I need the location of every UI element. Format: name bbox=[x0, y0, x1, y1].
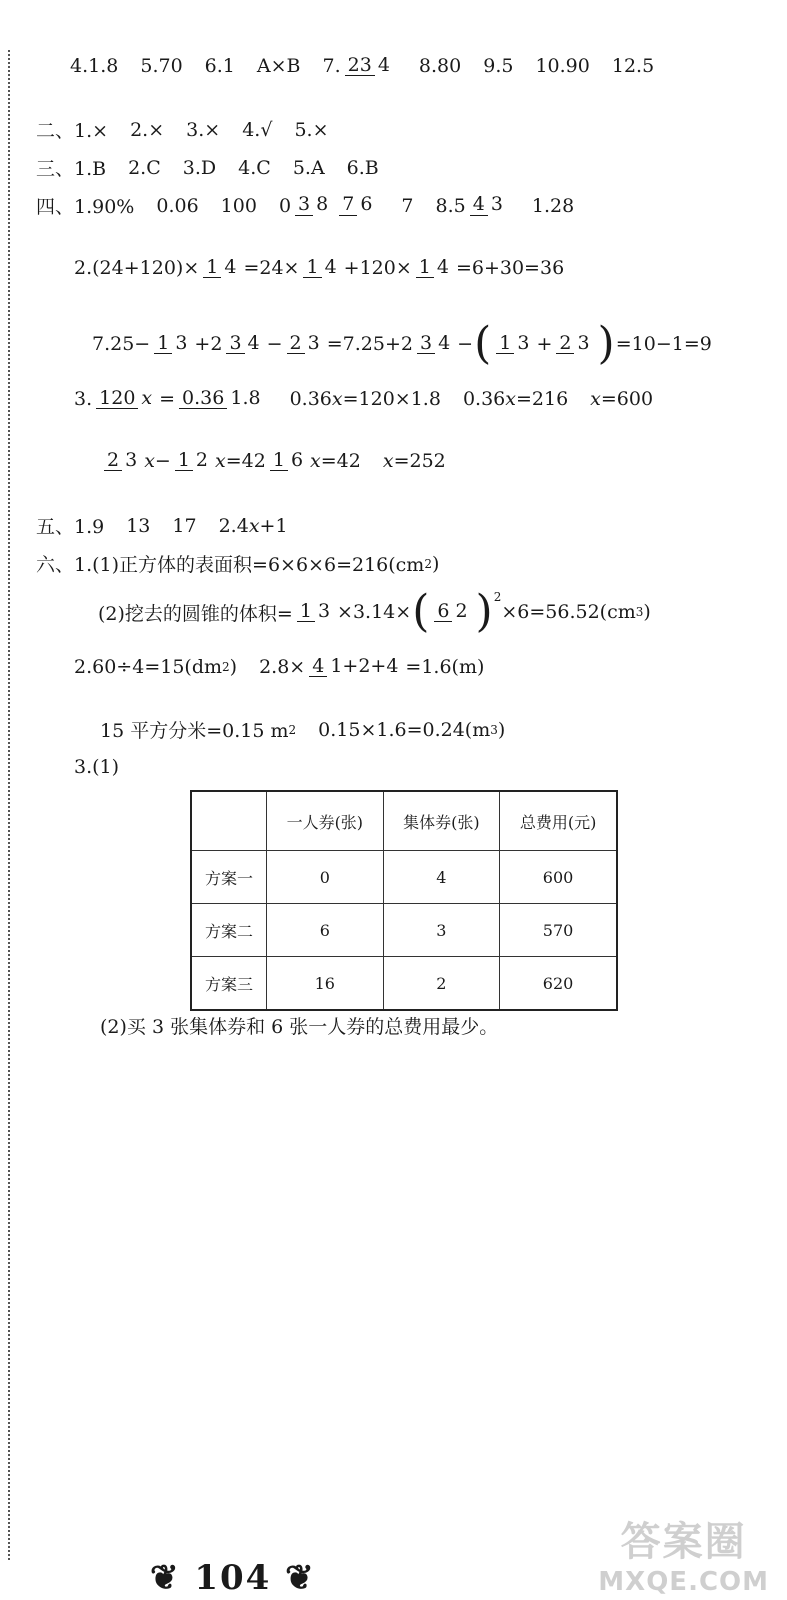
denominator: 1+2+4 bbox=[330, 654, 399, 677]
fraction bbox=[434, 599, 470, 623]
numerator: 7 bbox=[339, 195, 357, 216]
answer-text: 3.× bbox=[186, 118, 221, 141]
fraction bbox=[416, 255, 452, 279]
expr-text: 2.8× bbox=[259, 656, 306, 678]
variable-x: x bbox=[215, 450, 226, 472]
numerator: 3 bbox=[417, 334, 435, 355]
numerator: 1 bbox=[297, 602, 315, 623]
fraction bbox=[226, 331, 262, 355]
answer-line-14 bbox=[74, 756, 119, 778]
answer-text: 6.1 bbox=[204, 55, 235, 77]
numerator: 3 bbox=[295, 195, 313, 216]
numerator: 2 bbox=[287, 334, 305, 355]
expr-text: =42 bbox=[320, 450, 361, 472]
table-header-cell bbox=[191, 791, 267, 851]
table-cell: 16 bbox=[267, 957, 384, 1011]
answer-line-10 bbox=[36, 550, 439, 577]
superscript: 3 bbox=[490, 722, 498, 737]
fraction bbox=[179, 386, 264, 410]
right-paren: ) bbox=[475, 586, 493, 637]
denominator: 3 bbox=[517, 331, 530, 354]
fraction bbox=[203, 255, 239, 279]
answer-line-13 bbox=[100, 716, 505, 743]
numerator: 1 bbox=[175, 451, 193, 472]
answer-text: 7. bbox=[322, 55, 341, 77]
answer-line-2 bbox=[36, 116, 329, 143]
table-row bbox=[191, 851, 617, 904]
answer-line-9 bbox=[36, 512, 288, 539]
expr-text: =10−1=9 bbox=[615, 333, 712, 355]
answer-text: (2)买 3 张集体券和 6 张一人券的总费用最少。 bbox=[100, 1016, 499, 1038]
answer-line-12 bbox=[74, 656, 484, 678]
table-header-cell: 集体券(张) bbox=[383, 791, 500, 851]
expr-text: 7.25− bbox=[92, 333, 151, 355]
expr-text: =6+30=36 bbox=[455, 257, 565, 279]
fraction bbox=[556, 331, 592, 355]
numerator: 23 bbox=[345, 56, 375, 77]
answer-text: 4.√ bbox=[242, 118, 273, 141]
numerator: 1 bbox=[154, 334, 172, 355]
answer-text: 100 bbox=[220, 194, 257, 217]
answer-text: 5.70 bbox=[140, 55, 183, 77]
denominator: 8 bbox=[316, 193, 329, 216]
expr-text: =216 bbox=[515, 388, 569, 410]
variable-x: x bbox=[144, 450, 155, 472]
answer-line-1 bbox=[70, 55, 654, 77]
superscript: 2 bbox=[424, 556, 432, 571]
denominator: x bbox=[141, 386, 153, 409]
denominator: 3 bbox=[307, 331, 320, 354]
variable-x: x bbox=[590, 388, 601, 410]
numerator: 120 bbox=[96, 389, 138, 410]
answer-text: 二、1.× bbox=[36, 120, 109, 142]
table-header-cell: 一人券(张) bbox=[267, 791, 384, 851]
answer-line-15 bbox=[100, 1012, 498, 1039]
table-cell: 0 bbox=[267, 851, 384, 904]
fraction bbox=[270, 448, 306, 472]
numerator: 0.36 bbox=[179, 389, 227, 410]
answer-text: 6.B bbox=[346, 156, 379, 179]
expr-text: − bbox=[154, 450, 171, 472]
denominator: 4 bbox=[224, 255, 237, 278]
expr-text: 2.(24+120)× bbox=[74, 257, 200, 279]
expr-text: ×3.14× bbox=[337, 601, 412, 623]
answer-text: 5.A bbox=[292, 156, 325, 179]
expr-text: =120×1.8 bbox=[342, 388, 441, 410]
answer-text: 8.80 bbox=[418, 55, 462, 77]
fraction bbox=[417, 331, 453, 355]
denominator: 3 bbox=[577, 331, 590, 354]
watermark-logo bbox=[598, 1510, 769, 1597]
fraction bbox=[295, 195, 331, 216]
denominator: 6 bbox=[360, 193, 373, 216]
expr-text: − bbox=[457, 333, 474, 355]
expr-text: 0.36 bbox=[289, 388, 332, 410]
denominator: 4 bbox=[436, 255, 449, 278]
expr-text: − bbox=[266, 333, 283, 355]
table-header-row bbox=[191, 791, 617, 851]
fraction bbox=[339, 195, 375, 216]
answer-text: 8.5 bbox=[435, 194, 466, 217]
fraction bbox=[303, 255, 339, 279]
expr-text: =24× bbox=[243, 257, 300, 279]
expr-text: 2.60÷4=15(dm bbox=[74, 656, 223, 678]
expr-text: 六、1.(1)正方体的表面积=6×6×6=216(cm bbox=[36, 554, 425, 576]
expr-text: =42 bbox=[225, 450, 266, 472]
expr-text: +120× bbox=[343, 257, 412, 279]
table-cell: 620 bbox=[500, 957, 617, 1011]
numerator: 6 bbox=[434, 602, 452, 623]
fraction bbox=[154, 331, 190, 355]
left-paren: ( bbox=[412, 586, 430, 637]
expr-text: ) bbox=[431, 552, 440, 575]
table-cell: 570 bbox=[500, 904, 617, 957]
answer-text: 13 bbox=[126, 514, 151, 537]
table-cell: 4 bbox=[383, 851, 500, 904]
table-cell: 方案二 bbox=[191, 904, 267, 957]
dotted-margin-line bbox=[8, 50, 10, 1560]
table-cell: 2 bbox=[383, 957, 500, 1011]
answer-line-8 bbox=[100, 450, 446, 472]
denominator: 4 bbox=[377, 53, 390, 76]
fraction bbox=[470, 195, 506, 216]
numerator: 1 bbox=[303, 258, 321, 279]
numerator: 1 bbox=[416, 258, 434, 279]
numerator: 4 bbox=[309, 657, 327, 678]
fraction bbox=[496, 331, 532, 355]
numerator: 2 bbox=[556, 334, 574, 355]
watermark-domain: MXQE.COM bbox=[598, 1567, 769, 1597]
variable-x: x bbox=[248, 514, 260, 537]
fraction bbox=[309, 654, 401, 678]
answer-text: 4.C bbox=[238, 156, 271, 179]
expr-text: 15 平方分米=0.15 m bbox=[100, 720, 289, 742]
expr-text: ) bbox=[497, 718, 506, 741]
variable-x: x bbox=[310, 450, 321, 472]
fraction bbox=[287, 331, 323, 355]
watermark-title: 答案圈 bbox=[620, 1519, 747, 1565]
expr-text: =252 bbox=[393, 450, 446, 472]
left-paren: ( bbox=[474, 318, 492, 369]
denominator: 3 bbox=[317, 599, 331, 622]
superscript: 2 bbox=[288, 722, 297, 737]
answer-text: 1.28 bbox=[531, 194, 575, 217]
answer-text: 五、1.9 bbox=[36, 516, 105, 538]
fraction bbox=[345, 53, 393, 77]
answer-text: 7 bbox=[401, 194, 414, 217]
answer-line-11 bbox=[98, 586, 651, 637]
answer-text: 2.4 bbox=[218, 514, 249, 537]
numerator: 1 bbox=[203, 258, 221, 279]
fraction bbox=[175, 448, 211, 472]
answer-text: 三、1.B bbox=[36, 158, 107, 180]
answer-text: A×B bbox=[256, 55, 301, 77]
numerator: 1 bbox=[270, 451, 288, 472]
table-row bbox=[191, 957, 617, 1011]
numerator: 4 bbox=[470, 195, 488, 216]
answer-text: 0.06 bbox=[156, 194, 199, 217]
answer-text: 12.5 bbox=[611, 55, 655, 77]
table-cell: 6 bbox=[267, 904, 384, 957]
right-paren: ) bbox=[597, 318, 615, 369]
denominator: 4 bbox=[438, 331, 451, 354]
fraction bbox=[104, 448, 140, 472]
superscript: 2 bbox=[493, 590, 502, 604]
table-cell: 方案三 bbox=[191, 957, 267, 1011]
answer-text: 10.90 bbox=[535, 55, 590, 77]
table-cell: 600 bbox=[500, 851, 617, 904]
expr-text: ×6=56.52(cm bbox=[501, 601, 636, 623]
numerator: 2 bbox=[104, 451, 122, 472]
answer-line-7 bbox=[74, 388, 653, 410]
table-row bbox=[191, 904, 617, 957]
answer-line-6 bbox=[92, 318, 712, 369]
denominator: 6 bbox=[290, 448, 304, 471]
expr-text: ) bbox=[229, 656, 238, 678]
expr-text: =1.6(m) bbox=[405, 656, 485, 678]
answer-text: 四、1.90% bbox=[36, 196, 135, 218]
answer-text: +1 bbox=[259, 514, 288, 537]
page-number-text: 104 bbox=[194, 1558, 272, 1598]
denominator: 1.8 bbox=[230, 386, 261, 409]
variable-x: x bbox=[382, 450, 394, 472]
table-header-cell: 总费用(元) bbox=[500, 791, 617, 851]
leaf-ornament-icon: ❦ bbox=[150, 1558, 181, 1598]
answer-text: 2.× bbox=[130, 118, 165, 141]
denominator: 2 bbox=[195, 448, 209, 471]
expr-text: =7.25+2 bbox=[326, 333, 413, 355]
page-number bbox=[150, 1558, 316, 1598]
answer-text: 17 bbox=[172, 514, 197, 537]
expr-text: + bbox=[536, 333, 553, 355]
answer-text: 4.1.8 bbox=[70, 55, 119, 77]
denominator: 4 bbox=[324, 255, 337, 278]
expr-text: 3. bbox=[74, 388, 93, 410]
numerator: 1 bbox=[496, 334, 514, 355]
answer-text: 2.C bbox=[128, 156, 161, 179]
superscript: 2 bbox=[222, 660, 230, 674]
answer-text: 3.(1) bbox=[74, 756, 120, 778]
denominator: 3 bbox=[125, 448, 138, 471]
answer-text: 0 bbox=[278, 194, 292, 217]
denominator: 4 bbox=[247, 331, 260, 354]
fraction bbox=[96, 386, 155, 410]
ticket-plan-table bbox=[190, 790, 618, 1011]
expr-text: ) bbox=[643, 601, 651, 623]
answer-text: 9.5 bbox=[483, 55, 514, 77]
expr-text: =600 bbox=[600, 388, 654, 410]
expr-text: = bbox=[159, 388, 176, 410]
superscript: 3 bbox=[635, 605, 644, 619]
answer-line-3 bbox=[36, 154, 379, 181]
numerator: 3 bbox=[226, 334, 244, 355]
denominator: 3 bbox=[175, 331, 188, 354]
expr-text: 0.36 bbox=[462, 388, 506, 410]
fraction bbox=[297, 599, 333, 623]
table-cell: 3 bbox=[383, 904, 500, 957]
expr-text: (2)挖去的圆锥的体积= bbox=[98, 602, 293, 625]
answer-text: 3.D bbox=[182, 156, 217, 179]
expr-text: +2 bbox=[194, 333, 223, 355]
leaf-ornament-icon: ❦ bbox=[285, 1558, 316, 1598]
variable-x: x bbox=[331, 388, 343, 410]
answer-line-5 bbox=[74, 257, 564, 279]
answer-text: 5.× bbox=[294, 118, 329, 141]
denominator: 3 bbox=[490, 193, 503, 216]
expr-text: 0.15×1.6=0.24(m bbox=[318, 718, 491, 741]
variable-x: x bbox=[505, 388, 516, 410]
answer-line-4 bbox=[36, 192, 574, 219]
denominator: 2 bbox=[455, 599, 468, 622]
table-cell: 方案一 bbox=[191, 851, 267, 904]
